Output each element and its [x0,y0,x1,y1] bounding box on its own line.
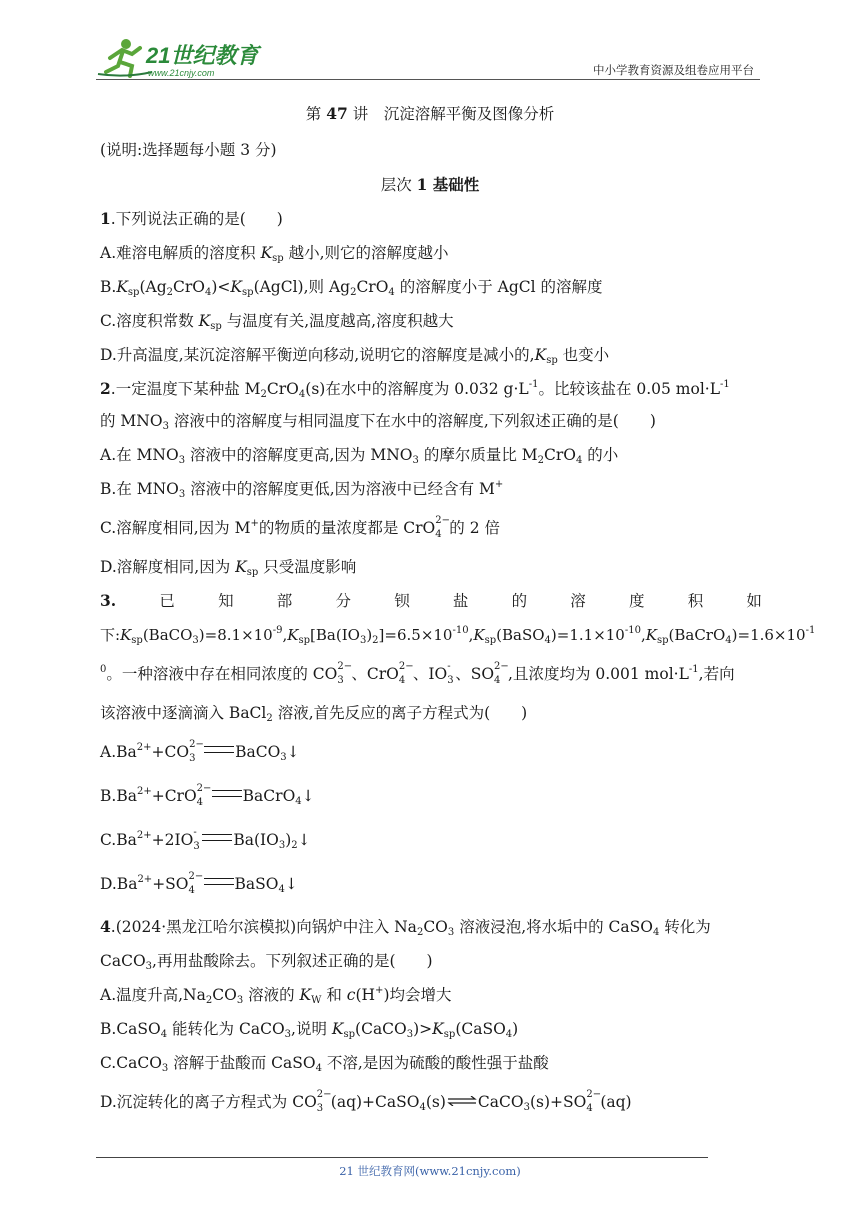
logo-text: 21世纪教育 [146,43,259,68]
question-2-stem-cont: 的 $MNO_3$ 溶液中的溶解度与相同温度下在水中的溶解度,下列叙述正确的是( ) [100,412,656,432]
question-4-stem-cont: CaCO$_3$,再用盐酸除去。下列叙述正确的是( ) [100,952,433,972]
question-4-option-a[interactable]: A.温度升高$,Na_2CO_3$ 溶液的 $K_W$ 和 c(H+)均会增大 [100,985,452,1006]
question-4-stem: 4.(2024·黑龙江哈尔滨模拟)向锅炉中注入 $Na_2CO_3$ 溶液浸泡,将水垢中的 CaSO$_4$ 转化为 [100,917,711,938]
question-1-option-d[interactable]: D.升高温度,某沉淀溶解平衡逆向移动,说明它的溶解度是减小的$,K_{sp}$ 也变小 [100,346,610,366]
lesson-title: 第 47 讲 沉淀溶解平衡及图像分析 [305,104,555,123]
section-heading: 层次 1 基础性 [380,175,480,194]
question-1-option-c[interactable]: C.溶度积常数 $K_{sp}$ 与温度有关,温度越高,溶度积越大 [100,312,454,332]
question-2-option-d[interactable]: D.溶解度相同,因为 $K_{sp}$ 只受温度影响 [100,558,357,578]
question-3-option-c[interactable]: $C.Ba^{2+}+2IO$ - 3 $Ba(IO_3)_2↓$ [100,827,311,852]
question-2-option-c[interactable]: C.溶解度相同,因为 M+的物质的量浓度都是 CrO 2− 4 的 2 倍 [100,515,500,540]
logo-url: www.21cnjy.com [148,68,215,78]
equilibrium-arrow-icon [447,1096,477,1106]
question-2-option-b[interactable]: B.在 $MNO_3$ 溶液中的溶解度更低,因为溶液中已经含有 M+ [100,479,504,500]
question-3-stem-end: 该溶液中逐滴滴入 BaCl$_2$ 溶液,首先反应的离子方程式为( ) [100,704,528,724]
equals-arrow-icon [202,834,232,841]
equals-arrow-icon [212,790,242,797]
question-3-stem: 3. 已 知 部 分 钡 盐 的 溶 度 积 如 [100,591,762,610]
footer-link[interactable]: 21 世纪教育网(www.21cnjy.com) [339,1164,521,1178]
question-2-stem: 2.一定温度下某种盐 $M_2CrO_4(s)$在水中的溶解度为 0.032 $g\cdot L^{-1}$。比较该盐在 0.05 $mol\cdot L^{-1}$ [100,379,730,400]
question-3-option-b[interactable]: $B.Ba^{2+}+CrO$ 2− 4 BaCrO$_4$↓ [100,783,315,808]
footer-divider [96,1157,708,1158]
question-2-option-a[interactable]: A.在 $MNO_3$ 溶液中的溶解度更高,因为 $MNO_3$ 的摩尔质量比 $M_2CrO_4$ 的小 [100,446,619,466]
question-3-option-d[interactable]: $D.Ba^{2+}+SO$ 2− 4 BaSO$_4$↓ [100,871,298,896]
question-1-option-b[interactable]: $B.K_{sp}(Ag_2CrO_4)<K_{sp}(AgCl)$,则 $Ag_2CrO_4$ 的溶解度小于 AgCl 的溶解度 [100,278,603,298]
question-3-option-a[interactable]: $A.Ba^{2+}+CO$ 2− 3 BaCO$_3$↓ [100,739,300,764]
equals-arrow-icon [204,878,234,885]
equals-arrow-icon [204,746,234,753]
runner-logo-icon [96,36,266,82]
header-divider [96,79,760,80]
instruction-note: (说明:选择题每小题 3 分) [100,141,277,159]
question-1-option-a[interactable]: A.难溶电解质的溶度积 $K_{sp}$ 越小,则它的溶解度越小 [100,244,449,264]
question-4-option-c[interactable]: C.CaCO$_3$ 溶解于盐酸而 CaSO$_4$ 不溶,是因为硫酸的酸性强于盐酸 [100,1054,549,1074]
question-3-stem-cont: $^0$。一种溶液中存在相同浓度的 CO 2− 3 、CrO 2− 4 、IO - 3 、SO 2− 4 ,且浓度均为 0.001 $mol\cdot L^{-1}$,若向 [100,661,735,686]
header-platform-text: 中小学教育资源及组卷应用平台 [593,63,754,77]
question-3-ksp-values: 下$:K_{sp}(BaCO_3)=8.1\times 10^{-9},K_{sp}[Ba(IO_3)_2]=6.5\times 10^{-10},K_{sp}(BaSO_4)=1.1\times 10^{-10},K_{sp}(BaCrO_4)=1.6\times 10^{-1}$ [100,625,816,646]
question-4-option-d[interactable]: D.沉淀转化的离子方程式为 CO 2− 3 (aq)+CaSO$_4$(s) CaCO$_3$(s)+SO 2− 4 (aq) [100,1089,632,1114]
question-4-option-b[interactable]: B.CaSO$_4$ 能转化为 CaCO$_3$,说明 $K_{sp}(CaCO_3)>K_{sp}(CaSO_4)$ [100,1020,519,1040]
question-1-stem: 1.下列说法正确的是( ) [100,209,283,228]
site-logo[interactable] [96,36,266,82]
